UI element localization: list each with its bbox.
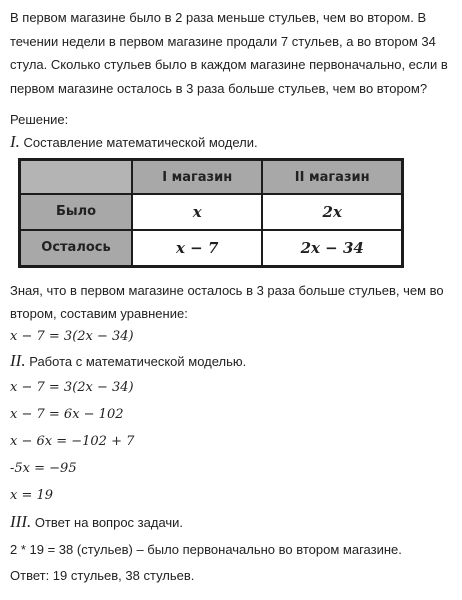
step-3-numeral: III. [10,512,32,531]
step-1-heading [10,132,454,153]
step-3-text: Ответ на вопрос задачи. [34,515,184,530]
cell-ostalos-shop-1: x − 7 [132,230,262,267]
step-2-heading [10,351,454,372]
table-header-row [20,160,403,195]
cell-bylo-shop-1: x [132,194,262,230]
solution-label: Решение: [10,112,69,127]
step-2-text: Работа с математической моделью. [29,354,247,369]
row-label-bylo: Было [20,194,133,230]
model-table [18,158,404,268]
work-line-5: x = 19 [10,488,54,503]
row-label-ostalos: Осталось [20,230,133,267]
work-line-2: x − 7 = 6x − 102 [10,407,124,422]
table-row [20,194,403,230]
step-1-numeral: I. [10,132,20,151]
header-shop-2: II магазин [262,160,402,195]
work-line-1: x − 7 = 3(2x − 34) [10,380,134,395]
work-line-4: -5x = −95 [10,461,77,476]
header-shop-1: I магазин [132,160,262,195]
table-corner-cell [20,160,133,195]
step-2-numeral: II. [10,351,26,370]
calculation-line: 2 * 19 = 38 (стульев) – было первоначально во втором магазине. [10,542,402,557]
cell-ostalos-shop-2: 2x − 34 [262,230,402,267]
reasoning-line-2: втором, составим уравнение: [10,306,188,321]
answer-line: Ответ: 19 стульев, 38 стульев. [10,568,195,583]
problem-text: В первом магазине было в 2 раза меньше стульев, чем во втором. В течении недели в первом магазине продали 7 стульев, а во втором 34 стула. Сколько стульев было в каждом магазине первоначально, если в первом магазине осталось в 3 раза больше стульев, чем во втором? [10,10,448,96]
reasoning-line-1: Зная, что в первом магазине осталось в 3 раза больше стульев, чем во [10,283,444,298]
table-row [20,230,403,267]
step-3-heading [10,512,454,533]
equation: x − 7 = 3(2x − 34) [10,329,134,344]
step-1-text: Составление математической модели. [23,135,258,150]
cell-bylo-shop-2: 2x [262,194,402,230]
work-line-3: x − 6x = −102 + 7 [10,434,135,449]
